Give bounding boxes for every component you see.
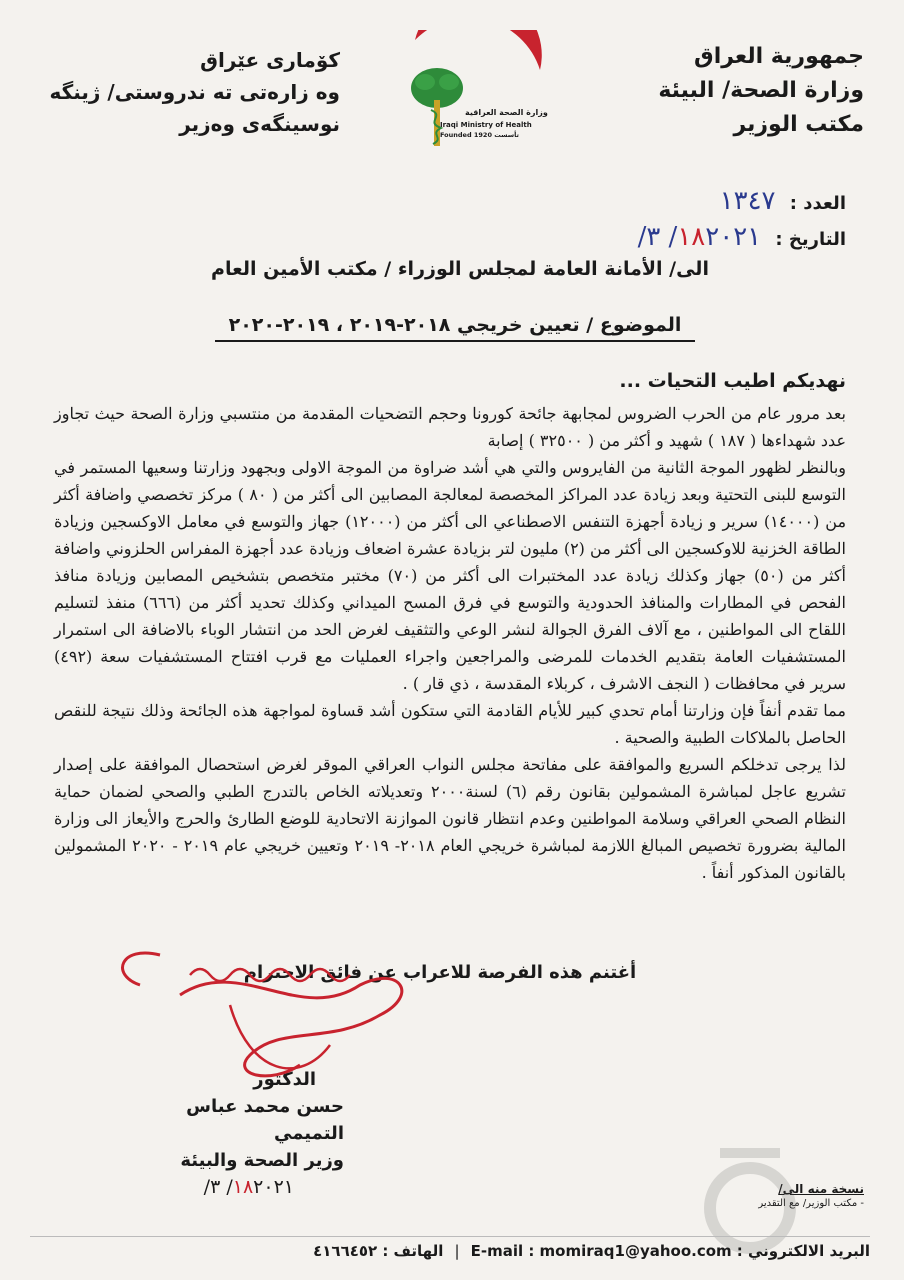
- subject-line: الموضوع / تعيين خريجي ٢٠١٨-٢٠١٩ ، ٢٠١٩-٢٠٢٠: [215, 314, 695, 342]
- body-paragraph-2: وبالنظر لظهور الموجة الثانية من الفايروس والتي هي أشد ضراوة من الموجة الاولى وبجهود وزارتنا وسعيها المستمر في التوسع للبنى التحتية وبعد زيادة عدد المراكز المخصصة لمعالجة المصابين الى أكثر من ( ٨٠ ) مركز تخصصي واضافة أكثر من (١٤٠٠٠) سرير و زيادة أجهزة التنفس الاصطناعي الى أكثر من (١٢٠٠٠) جهاز والتوسع في معامل الاوكسجين وزيادة الطاقة الخزنية للاوكسجين الى أكثر من (٢) مليون لتر بزيادة عشرة اضعاف وزيادة عدد أجهزة المفراس الحلزوني واضافة أكثر من (٥٠) جهاز وكذلك زيادة عدد المختبرات الى أكثر من (٧٠) مختبر متخصص بتشخيص المصابين وزيادة منافذ الفحص في المطارات والمنافذ الحدودية والتوسع في فرق المسح الميداني وكذلك تحديد أكثر من (٦٦٦) منفذ لتسليم اللقاح الى المواطنين ، مع آلاف الفرق الجوالة لنشر الوعي والتثقيف لغرض الحد من انتشار الوباء بالاضافة الى استمرار المستشفيات العامة بتقديم الخدمات للمرضى والمراجعين واجراء العمليات مع قرب افتتاح المستشفيات سعة (٤٩٢) سرير في محافظات ( النجف الاشرف ، كربلاء المقدسة ، ذي قار ) .: [54, 458, 847, 693]
- signature-name: حسن محمد عباس التميمي: [186, 1096, 344, 1144]
- header-kurdish-line-1: كۆماری عێراق: [200, 48, 340, 72]
- body-paragraph-4: لذا يرجى تدخلكم السريع والموافقة على مفاتحة مجلس النواب العراقي الموقر لغرض استحصال الموافقة على إصدار تشريع عاجل لمباشرة المشمولين بقانون رقم (٦) لسنة٢٠٠٠ وتعديلاته الخاص بالتدرج الطبي والصحي لضمان حماية النظام الصحي العراقي وسلامة المواطنين وعدم انتظار قانون الموازنة الاتحادية للوضع الطارئ والحرج والأيعاز الى وزارة المالية بضرورة تخصيص المبالغ اللازمة لمباشرة خريجي العام ٢٠١٨- ٢٠١٩ وتعيين خريجي عام ٢٠١٩ - ٢٠٢٠ المشمولين بالقانون المذكور أنفاً .: [54, 755, 847, 882]
- greeting: نهديكم اطيب التحيات ...: [619, 370, 846, 392]
- signature-block: [144, 1066, 344, 1201]
- header-arabic-line-2: وزارة الصحة/ البيئة: [658, 78, 864, 103]
- footer-contact: [30, 1236, 870, 1260]
- signature-date: [144, 1174, 344, 1201]
- copy-to-title: نسخة منه الى/: [778, 1182, 864, 1196]
- body-paragraph-3: مما تقدم أنفاً فإن وزارتنا أمام تحدي كبير للأيام القادمة التي ستكون أشد قساوة لمواجهة هذه الجائحة وذلك نتيجة للنقص الحاصل بالملاكات الطبية والصحية .: [54, 701, 846, 747]
- ministry-logo: [375, 30, 545, 170]
- addressee: الى/ الأمانة العامة لمجلس الوزراء / مكتب الأمين العام: [211, 258, 709, 280]
- phone-number: ٤١٦٦٤٥٢: [313, 1242, 378, 1260]
- logo-english-text: Iraqi Ministry of Health: [440, 121, 532, 129]
- logo-founded-text: Founded 1920 تأسست: [440, 131, 520, 139]
- reference-date: [638, 222, 846, 252]
- body-paragraph-1: بعد مرور عام من الحرب الضروس لمجابهة جائحة كورونا وحجم التضحيات المقدمة من منتسبي وزارة الصحة حيث تجاوز عدد شهداءها ( ١٨٧ ) شهيد و أكثر من ( ٣٢٥٠٠ ) إصابة: [54, 404, 846, 450]
- copy-to-item: - مكتب الوزير/ مع التقدير: [758, 1198, 864, 1209]
- signature-date-day: ١٨: [232, 1176, 254, 1198]
- header-arabic-line-3: مكتب الوزير: [733, 112, 864, 137]
- signature-title: الدكتور: [253, 1069, 316, 1090]
- date-day: ١٨: [677, 222, 706, 252]
- signature-date-rest: ٢٠٢١/ ٣/: [203, 1176, 294, 1198]
- logo-arabic-text: وزارة الصحة العراقية: [465, 108, 548, 117]
- header-arabic-line-1: جمهورية العراق: [694, 44, 864, 69]
- number-value: ١٣٤٧: [719, 186, 776, 216]
- header-kurdish-line-2: وه زارەتی ته ندروستی/ ژینگه: [49, 80, 340, 104]
- date-value: [638, 222, 762, 252]
- logo-red-crescent: [415, 30, 542, 70]
- date-label: التاريخ :: [775, 229, 846, 250]
- letter-body: [54, 400, 846, 886]
- footer-separator: |: [454, 1242, 460, 1260]
- email-label: البريد الالكتروني :: [736, 1242, 870, 1260]
- reference-number: [720, 186, 846, 216]
- header-arabic: [604, 40, 864, 142]
- closing-line: أغتنم هذه الفرصة للاعراب عن فائق الاحترام: [243, 962, 637, 983]
- signature-position: وزير الصحة والبيئة: [180, 1150, 344, 1171]
- phone-label: الهاتف :: [382, 1242, 444, 1260]
- date-rest: ٢٠٢١/ ٣/: [637, 222, 762, 252]
- header-kurdish: [40, 44, 340, 140]
- header-kurdish-line-3: نوسینگەی وەزیر: [179, 112, 340, 136]
- email-address[interactable]: E-mail : momiraq1@yahoo.com: [470, 1242, 732, 1260]
- number-label: العدد :: [789, 193, 846, 214]
